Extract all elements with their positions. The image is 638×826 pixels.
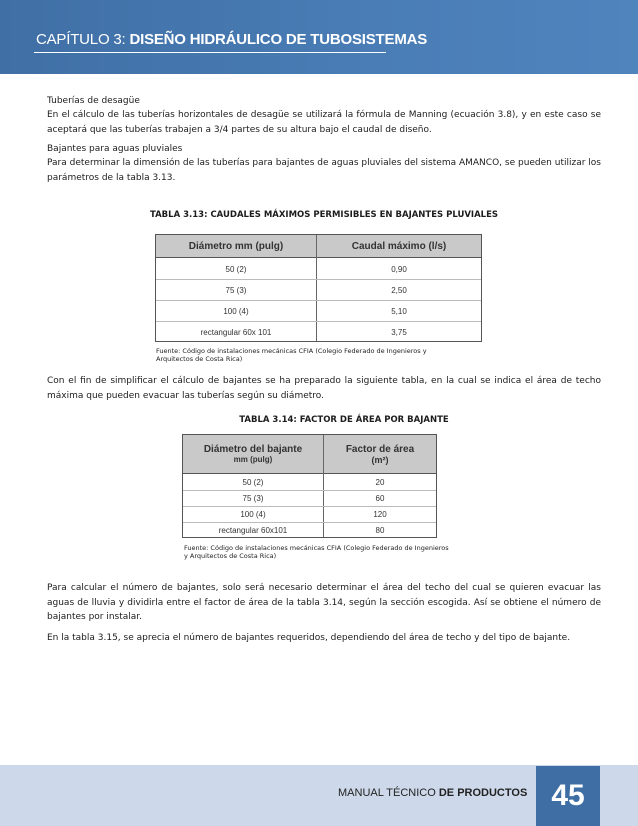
table-3-13-source: Fuente: Código de instalaciones mecánicas CFIA (Colegio Federado de Ingenieros y Arquitectos de Costa Rica): [156, 347, 427, 363]
table-cell: 3,75: [391, 327, 407, 337]
table-3-14: [182, 434, 437, 538]
table-header-row: [156, 235, 481, 258]
table-cell: 20: [375, 478, 385, 487]
body-bottom: [47, 581, 601, 645]
page-header-band: [0, 0, 638, 74]
chapter-name: DISEÑO HIDRÁULICO DE TUBOSISTEMAS: [129, 31, 428, 48]
section-title-desague: Tuberías de desagüe: [47, 96, 140, 106]
table-row: [156, 301, 481, 321]
body-top: [47, 95, 601, 185]
table-3-13: [155, 234, 482, 342]
table-3-14-caption: TABLA 3.14: FACTOR DE ÁREA POR BAJANTE: [239, 415, 449, 425]
footer-label-bold: DE PRODUCTOS: [438, 787, 528, 799]
table-cell: 80: [375, 526, 385, 535]
footer-label-regular: MANUAL TÉCNICO: [338, 787, 439, 799]
table-cell: 50 (2): [242, 478, 264, 487]
header-line: (m²): [371, 454, 389, 465]
table-header-cell: Caudal máximo (l/s): [351, 240, 447, 252]
table-row: [183, 491, 436, 506]
table-cell: 0,90: [391, 264, 407, 274]
header-underline: [34, 52, 386, 53]
footer-manual-label: [338, 787, 527, 799]
chapter-label: CAPÍTULO 3:: [36, 31, 126, 48]
table-cell: 100 (4): [240, 510, 266, 519]
table-header-cell: [183, 435, 323, 473]
paragraph-simplificar: Con el fin de simplificar el cálculo de bajantes se ha preparado la siguiente tabla, en la cual se indica el área de techo máxima que pueden evacuar las tuberías según su diámetro.: [47, 376, 601, 401]
paragraph-tabla-3-15: En la tabla 3.15, se aprecia el número de bajantes requeridos, dependiendo del área de techo y del tipo de bajante.: [47, 632, 571, 643]
section-title-bajantes: Bajantes para aguas pluviales: [47, 144, 183, 154]
header-line: Factor de área: [345, 443, 415, 455]
table-row: [156, 322, 481, 342]
table-row: [156, 280, 481, 300]
table-cell: rectangular 60x101: [218, 526, 288, 535]
table-cell: 5,10: [391, 306, 407, 316]
table-cell: 120: [373, 510, 387, 519]
table-row: [183, 523, 436, 538]
table-cell: 2,50: [391, 285, 407, 295]
table-3-13-caption: TABLA 3.13: CAUDALES MÁXIMOS PERMISIBLES EN BAJANTES PLUVIALES: [149, 210, 499, 220]
table-cell: 75 (3): [242, 494, 264, 503]
paragraph-calcular: Para calcular el número de bajantes, solo será necesario determinar el área del techo del cual se quieren evacuar las aguas de lluvia y dividirla entre el factor de área de la tabla 3.14, según la sección escogida. Así se obtiene el número de bajantes por instalar.: [47, 583, 601, 622]
table-header-cell: [324, 435, 436, 473]
table-row: [183, 475, 436, 490]
page-number: 45: [536, 766, 600, 826]
table-cell: rectangular 60x 101: [200, 327, 272, 337]
table-3-14-source: Fuente: Código de instalaciones mecánicas CFIA (Colegio Federado de Ingenieros y Arquitectos de Costa Rica): [184, 544, 449, 560]
table-row: [156, 259, 481, 279]
table-header-cell: Diámetro mm (pulg): [188, 240, 284, 252]
table-cell: 60: [375, 494, 385, 503]
table-cell: 50 (2): [225, 264, 247, 274]
table-header-row: [183, 435, 436, 474]
table-cell: 75 (3): [225, 285, 247, 295]
paragraph-bajantes: Para determinar la dimensión de las tuberías para bajantes de aguas pluviales del sistema AMANCO, se pueden utilizar los parámetros de la tabla 3.13.: [47, 158, 601, 183]
table-row: [183, 507, 436, 522]
table-cell: 100 (4): [223, 306, 249, 316]
header-line: Diámetro del bajante: [203, 444, 303, 455]
paragraph-desague: En el cálculo de las tuberías horizontales de desagüe se utilizará la fórmula de Manning (ecuación 3.8), y en este caso se aceptará que las tuberías trabajen a 3/4 partes de su altura bajo el caudal de diseño.: [47, 110, 601, 135]
header-line: mm (pulg): [233, 455, 273, 464]
chapter-title: [36, 31, 427, 48]
